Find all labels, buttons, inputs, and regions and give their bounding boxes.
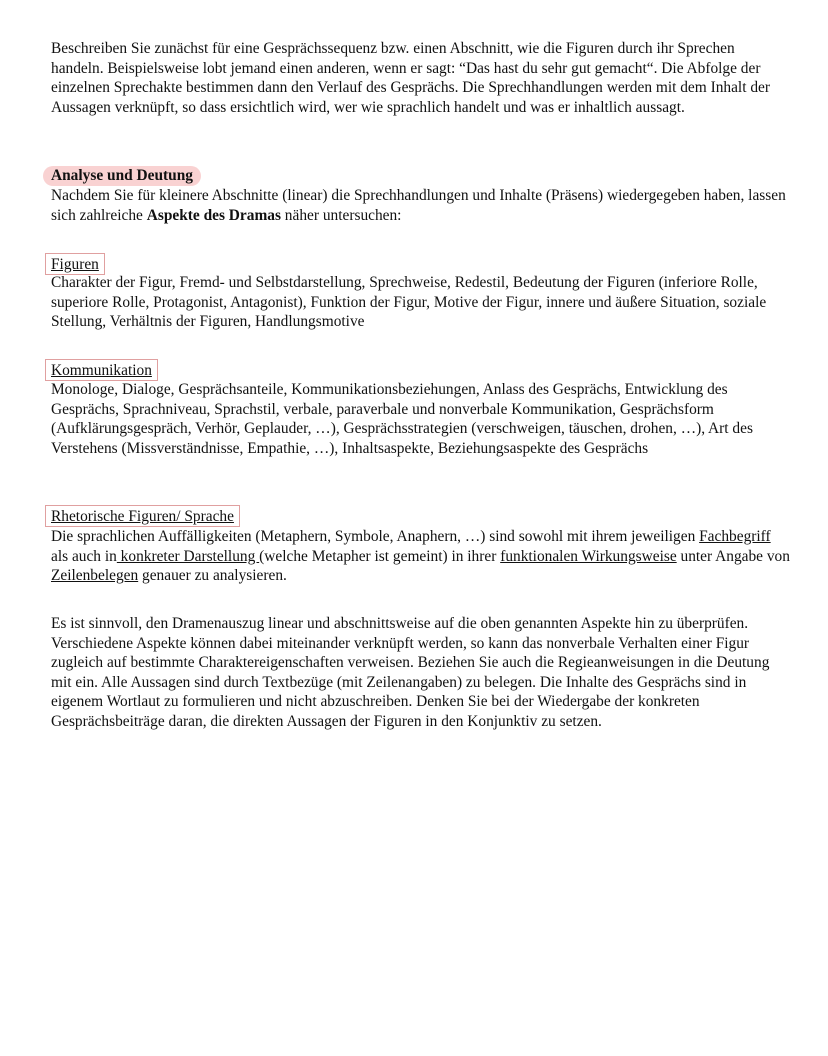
figuren-heading	[45, 253, 105, 275]
analyse-bold-term: Aspekte des Dramas	[146, 206, 281, 224]
rhetorik-text-2: als auch in	[51, 547, 117, 565]
closing-paragraph: Es ist sinnvoll, den Dramenauszug linear und abschnittsweise auf die oben genannten Aspekte hin zu überprüfen. Verschiedene Aspekte können dabei miteinander verknüpft werden, so kann das nonverbale Verhalten einer Figur zugleich auf bestimmte Charaktereigenschaften verweisen. Beziehen Sie auch die Regieanweisungen in die Deutung mit ein. Alle Aussagen sind durch Textbezüge (mit Zeilenangaben) zu belegen. Die Inhalte des Gesprächs sind in eigenem Wortlaut zu formulieren und nicht abzuschreiben. Denken Sie bei der Wiedergabe der konkreten Gesprächsbeiträge daran, die direkten Aussagen der Figuren in den Konjunktiv zu setzen.	[51, 615, 770, 730]
rhetorik-term-darstellung: konkreter Darstellung	[116, 547, 260, 565]
rhetorik-term-wirkungsweise: funktionalen Wirkungsweise	[500, 547, 677, 565]
rhetorik-term-zeilenbelege: Zeilenbelegen	[51, 567, 139, 585]
rhetorik-text-3: (welche Metapher ist gemeint) in ihrer	[259, 547, 501, 565]
kommunikation-heading	[45, 359, 158, 381]
rhetorik-text-5: genauer zu analysieren.	[138, 567, 287, 585]
rhetorik-text-4: unter Angabe von	[676, 547, 790, 565]
figuren-heading-label: Figuren	[51, 256, 99, 273]
rhetorik-text-1: Die sprachlichen Auffälligkeiten (Metaphern, Symbole, Anaphern, …) sind sowohl mit ihrem jeweiligen	[51, 528, 700, 545]
rhetorik-heading-label: Rhetorische Figuren/ Sprache	[51, 508, 234, 525]
figuren-paragraph: Charakter der Figur, Fremd- und Selbstdarstellung, Sprechweise, Redestil, Bedeutung der Figuren (inferiore Rolle, superiore Rolle, Protagonist, Antagonist), Funktion der Figur, Motive der Figur, innere und äußere Situation, soziale Stellung, Verhältnis der Figuren, Handlungsmotive	[51, 274, 767, 331]
intro-paragraph: Beschreiben Sie zunächst für eine Gesprächssequenz bzw. einen Abschnitt, wie die Figuren durch ihr Sprechen handeln. Beispielsweise lobt jemand einen anderen, wenn er sagt: “Das hast du sehr gut gemacht“. Die Abfolge der einzelnen Sprechakte bestimmen dann den Verlauf des Gesprächs. Die Sprechhandlungen werden mit dem Inhalt der Aussagen verknüpft, so dass ersichtlich wird, wer wie sprachlich handelt und was er inhaltlich aussagt.	[51, 40, 770, 116]
analyse-paragraph	[51, 186, 791, 225]
rhetorik-term-fachbegriff: Fachbegriff	[699, 528, 771, 545]
rhetorik-heading	[45, 505, 240, 527]
kommunikation-heading-label: Kommunikation	[51, 362, 152, 379]
kommunikation-paragraph: Monologe, Dialoge, Gesprächsanteile, Kommunikationsbeziehungen, Anlass des Gesprächs, Entwicklung des Gesprächs, Sprachniveau, Sprachstil, verbale, paraverbale und nonverbale Kommunikation, Gesprächsform (Aufklärungsgespräch, Verhör, Geplauder, …), Gesprächsstrategien (verschweigen, täuschen, drohen, …), Art des Verstehens (Missverständnisse, Empathie, …), Inhaltsaspekte, Beziehungsaspekte des Gesprächs	[51, 381, 753, 457]
rhetorik-paragraph	[51, 527, 791, 586]
analyse-text-before: Nachdem Sie für kleinere Abschnitte (linear) die Sprechhandlungen und Inhalte (Präsens) wiedergegeben haben, lassen sich zahlreiche	[51, 187, 786, 224]
analyse-heading: Analyse und Deutung	[43, 166, 201, 186]
analyse-text-after: näher untersuchen:	[280, 206, 402, 224]
